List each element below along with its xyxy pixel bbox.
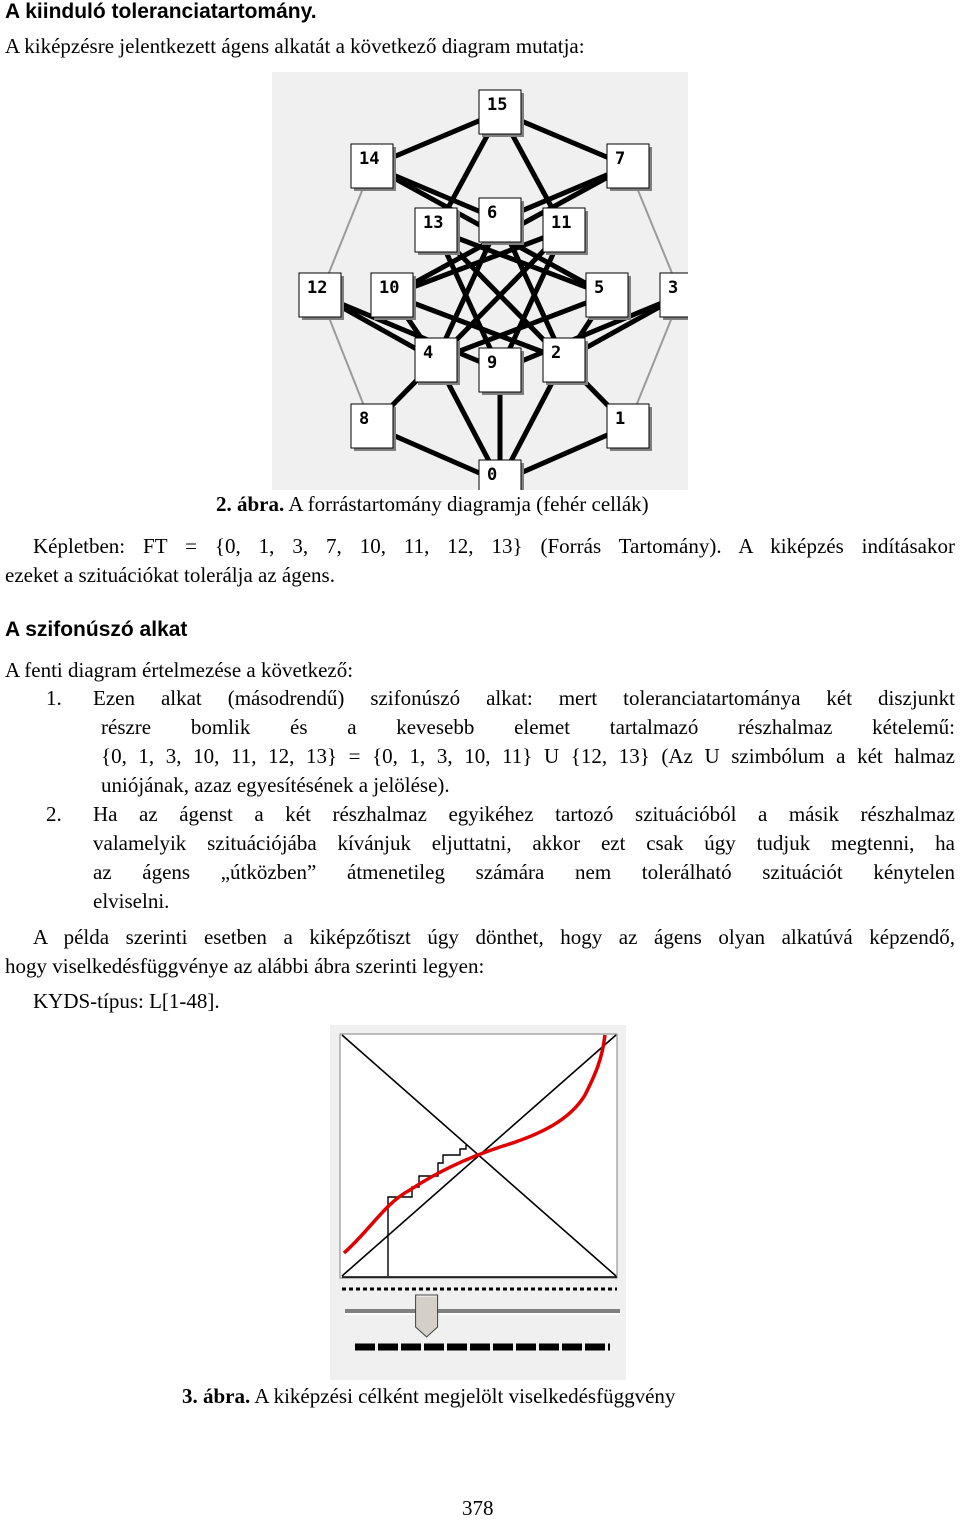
list-item-1-line-3: {0, 1, 3, 10, 11, 12, 13} = {0, 1, 3, 10, 11} U {12, 13} (Az U szimbólum a két halmaz <box>101 744 955 768</box>
list-item-1 <box>46 684 955 800</box>
node-label-13: 13 <box>423 213 444 233</box>
list-item-1-line-4: uniójának, azaz egyesítésének a jelölése). <box>101 773 450 797</box>
node-9 <box>479 348 524 395</box>
example-paragraph <box>5 923 955 981</box>
node-label-10: 10 <box>379 278 400 298</box>
node-label-9: 9 <box>487 353 498 373</box>
list-item-2-line-2: valamelyik szituációjába kívánjuk eljuttatni, akkor ezt csak úgy tudjuk megtenni, ha <box>93 831 955 855</box>
node-11 <box>543 208 588 255</box>
list-item-1-line-1: Ezen alkat (másodrendű) szifonúszó alkat: mert toleranciatartománya két diszjunkt <box>93 686 955 710</box>
example-line-2: hogy viselkedésfüggvénye az alábbi ábra szerinti legyen: <box>5 954 485 978</box>
node-13 <box>415 208 460 255</box>
node-3 <box>660 273 688 320</box>
figure2-caption <box>216 490 649 519</box>
node-4 <box>415 338 460 385</box>
interpretation-intro: A fenti diagram értelmezése a következő: <box>5 658 354 682</box>
node-label-3: 3 <box>668 278 679 298</box>
node-label-4: 4 <box>423 343 434 363</box>
list-item-2-line-3: az ágens „útközben” átmenetileg számára nem tolerálható szituációt kénytelen <box>93 860 955 884</box>
list-item-2 <box>46 800 955 916</box>
state-diagram <box>272 72 688 490</box>
list-item-2-number: 2. <box>46 802 62 826</box>
node-8 <box>351 404 396 451</box>
node-6 <box>479 198 524 245</box>
node-label-7: 7 <box>615 149 626 169</box>
list-item-2-line-4: elviselni. <box>93 889 170 913</box>
node-0 <box>479 460 524 490</box>
state-diagram-svg <box>272 72 688 490</box>
figure2-caption-number: 2. ábra. <box>216 492 285 516</box>
node-label-15: 15 <box>487 95 508 115</box>
node-label-2: 2 <box>551 343 562 363</box>
list-item-1-number: 1. <box>46 686 62 710</box>
node-label-14: 14 <box>359 149 380 169</box>
subsection-heading: A szifonúszó alkat <box>5 618 188 641</box>
intro-text: A kiképzésre jelentkezett ágens alkatát a következő diagram mutatja: <box>5 34 585 58</box>
list-item-1-line-2: részre bomlik és a kevesebb elemet tartalmazó részhalmaz kételemű: <box>101 715 955 739</box>
behavior-function-svg <box>330 1025 626 1380</box>
figure2-caption-text: A forrástartomány diagramja (fehér cellák) <box>284 492 649 516</box>
kyds-type: KYDS-típus: L[1-48]. <box>33 989 220 1013</box>
page-number: 378 <box>462 1496 494 1520</box>
slider-track-highlight <box>345 1313 620 1315</box>
figure3-caption-text: A kiképzési célként megjelölt viselkedésfüggvény <box>250 1384 676 1408</box>
formula-line-2: ezeket a szituációkat tolerálja az ágens. <box>5 563 335 587</box>
node-15 <box>479 90 524 137</box>
node-7 <box>607 144 652 191</box>
behavior-function-panel <box>330 1025 626 1380</box>
node-label-5: 5 <box>594 278 605 298</box>
list-item-2-line-1: Ha az ágenst a két részhalmaz egyikéhez tartozó szituációból a másik részhalmaz <box>93 802 955 826</box>
node-2 <box>543 338 588 385</box>
node-label-1: 1 <box>615 409 626 429</box>
node-label-6: 6 <box>487 203 498 223</box>
node-10 <box>371 273 416 320</box>
formula-paragraph <box>5 532 955 590</box>
node-14 <box>351 144 396 191</box>
figure3-caption <box>182 1382 675 1411</box>
node-12 <box>299 273 344 320</box>
node-1 <box>607 404 652 451</box>
section-heading: A kiinduló toleranciatartomány. <box>5 0 317 23</box>
slider-thumb[interactable] <box>416 1295 438 1337</box>
slider-track <box>345 1309 620 1313</box>
example-line-1: A példa szerinti esetben a kiképzőtiszt úgy dönthet, hogy az ágens olyan alkatúvá képzendő, <box>33 925 955 949</box>
node-label-11: 11 <box>551 213 572 233</box>
node-label-12: 12 <box>307 278 328 298</box>
node-label-0: 0 <box>487 465 498 485</box>
formula-line-1: Képletben: FT = {0, 1, 3, 7, 10, 11, 12, 13} (Forrás Tartomány). A kiképzés indításakor <box>33 534 955 558</box>
node-label-8: 8 <box>359 409 370 429</box>
node-5 <box>586 273 631 320</box>
figure3-caption-number: 3. ábra. <box>182 1384 251 1408</box>
